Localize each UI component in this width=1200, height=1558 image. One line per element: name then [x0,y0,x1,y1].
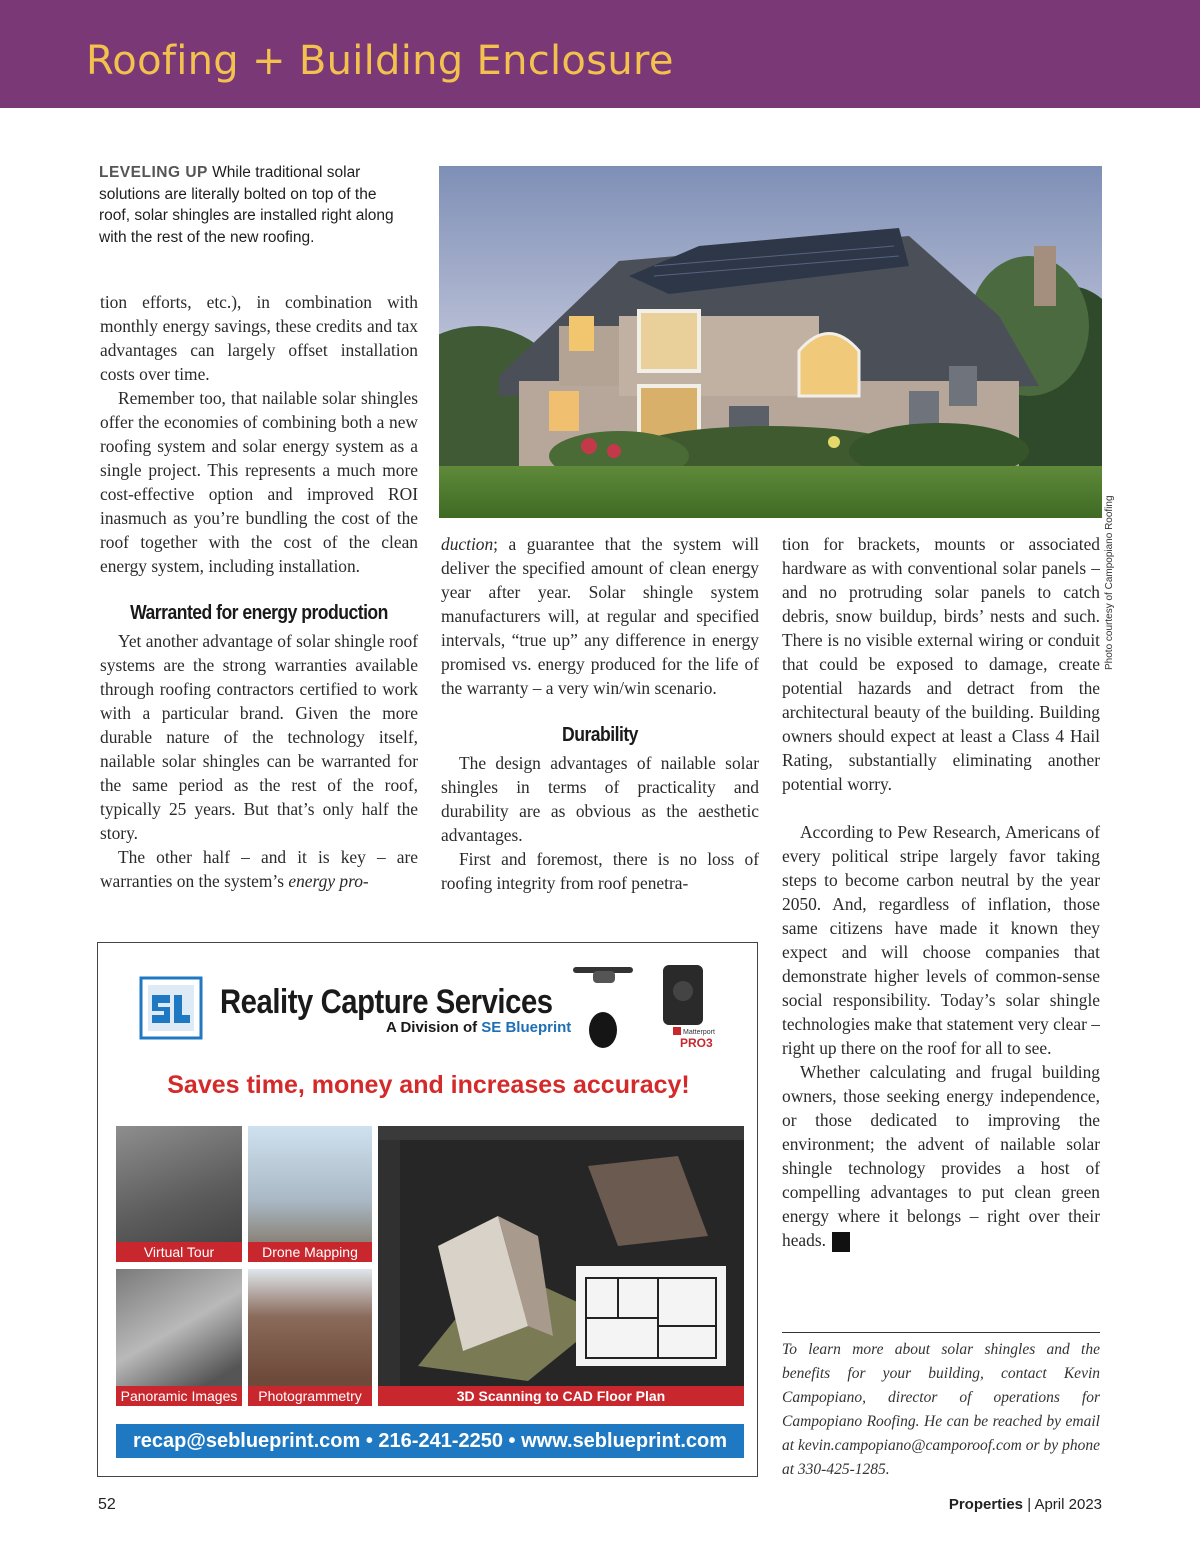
advertisement [97,942,758,1477]
header-band [0,0,1200,108]
tile-label: Virtual Tour [116,1242,242,1262]
tile-drone-mapping [248,1126,372,1262]
caption-text: While traditional solar solutions are literally bolted on top of the roof, solar shingles are installed right along with the rest of the new roofing. [99,164,394,246]
caption-lead: LEVELING UP [99,164,208,181]
house-illustration [439,166,1102,518]
paragraph: The design advantages of nailable solar shingles in terms of practicality and durability are as obvious as the aesthetic advantages. [441,753,759,845]
subheading-durability: Durability [562,724,638,746]
tile-label: 3D Scanning to CAD Floor Plan [378,1386,744,1406]
paragraph: Remember too, that nailable solar shingles offer the economies of combining both a new roofing system and solar energy system as a single project. This represents a much more cost-effective option and improved ROI inasmuch as you’re bundling the cost of the roof together with the cost of the clean energy system, including installation. [100,388,418,576]
ad-contact-bar: recap@seblueprint.com • 216-241-2250 • www.seblueprint.com [116,1424,744,1458]
ad-company-name: Reality Capture Services [220,983,553,1021]
section-title: Roofing + Building Enclosure [86,38,674,84]
contact-note: To learn more about solar shingles and the benefits for your building, contact Kevin Campopiano, director of operations for Campopiano Roofing. He can be reached by email at kevin.campopiano@camporoof.com or by phone at 330-425-1285. [782,1341,1100,1478]
tile-panoramic-images [116,1269,242,1406]
publication-footer: Properties | April 2023 [948,1496,1102,1513]
house-photo [439,166,1102,518]
se-blueprint-logo-icon [138,975,204,1041]
tile-label: Panoramic Images [116,1386,242,1406]
paragraph: According to Pew Research, Americans of every political stripe largely favor taking steps to become carbon neutral by the year 2050. And, regardless of inflation, those same citizens have made it known they expect and will choose companies that demonstrate higher levels of common-sense social responsibility. Today’s solar shingle technologies make that statement very clear – right up there on the roof for all to see. [782,822,1100,1058]
device-model: PRO3 [680,1036,713,1050]
paragraph: Whether calculating and frugal building owners, those seeking energy independence, or those dedicated to improving the environment; the advent of nailable solar shingle technology provides a host of compelling advantages to put clean green energy where it belongs – right over their heads. P [782,1062,1100,1250]
paragraph: tion for brackets, mounts or associated hardware as with conventional solar panels – and no protruding solar panels to catch debris, snow buildup, birds’ nests and such. There is no visible external wiring or conduit that could be exposed to damage, create potential hazards and detract from the architectural beauty of the building. Building owners should expect at least a Class 4 Hail Rating, substantially eliminating another potential worry. [782,534,1100,794]
article-column-3 [782,532,1100,1252]
tile-3d-scanning [378,1126,744,1406]
ad-tagline: Saves time, money and increases accuracy! [167,1071,690,1099]
tile-virtual-tour [116,1126,242,1262]
article-column-2 [441,532,759,895]
tile-label: Photogrammetry [248,1386,372,1406]
ad-division: A Division of SE Blueprint [386,1019,572,1036]
device-brand: Matterport [683,1029,715,1036]
paragraph: The other half – and it is key – are warranties on the system’s energy pro- [100,847,418,891]
paragraph: Yet another advantage of solar shingle roof systems are the strong warranties available through roofing contractors certified to work with a particular brand. Given the more durable nature of the technology itself, nailable solar shingles can be warranted for the same period as the rest of the roof, typically 25 years. But that’s only half the story. [100,631,418,843]
paragraph: duction; a guarantee that the system will deliver the specified amount of clean energy year after year. Solar shingle system manufacturers will, at regular and specified intervals, “true up” any difference in energy promised vs. energy produced for the life of the warranty – a very win/win scenario. [441,534,759,698]
article-column-1 [100,290,418,893]
tile-photogrammetry [248,1269,372,1406]
scanner-devices-icon [553,955,733,1055]
subheading-warranty: Warranted for energy production [130,602,388,624]
tile-label: Drone Mapping [248,1242,372,1262]
photo-caption [99,162,409,248]
paragraph: tion efforts, etc.), in combination with monthly energy savings, these credits and tax advantages can largely offset installation costs over time. [100,292,418,384]
photo-credit: Photo courtesy of Campopiano Roofing [1104,495,1115,670]
note-divider [782,1332,1100,1333]
paragraph: First and foremost, there is no loss of roofing integrity from roof penetra- [441,849,759,893]
scan-software-illustration [378,1126,744,1386]
page-number: 52 [98,1496,116,1513]
end-mark-icon: P [832,1232,850,1252]
